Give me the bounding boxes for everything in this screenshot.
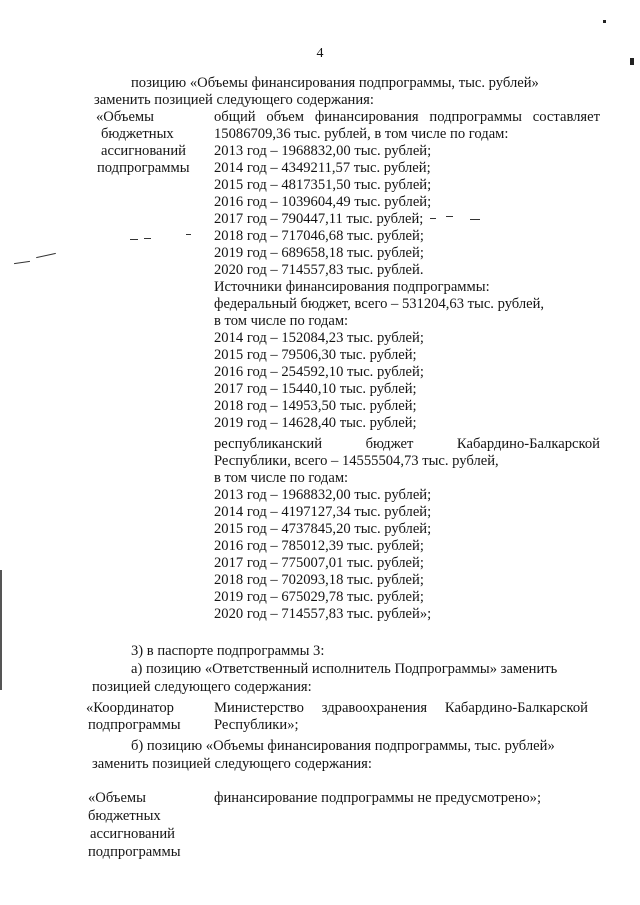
scan-dash xyxy=(36,253,56,258)
word: объем xyxy=(266,109,305,125)
scan-dash xyxy=(130,239,138,240)
block1-line: 2019 год – 675029,78 тыс. рублей; xyxy=(214,589,424,605)
coordinator-value-line-1 xyxy=(214,700,588,717)
block1-line: 15086709,36 тыс. рублей, в том числе по годам: xyxy=(214,126,509,142)
block1-line: 2014 год – 152084,23 тыс. рублей; xyxy=(214,330,424,346)
block1-label-1: «Объемы xyxy=(96,109,154,125)
block1-label-3: ассигнований xyxy=(101,143,186,159)
block1-line: 2014 год – 4349211,57 тыс. рублей; xyxy=(214,160,431,176)
block1-line: 2013 год – 1968832,00 тыс. рублей; xyxy=(214,487,432,503)
scan-dash xyxy=(430,218,436,219)
block1-line: 2016 год – 785012,39 тыс. рублей; xyxy=(214,538,424,554)
word: финансирования xyxy=(314,109,419,125)
intro-line-1: позицию «Объемы финансирования подпрограммы, тыс. рублей» xyxy=(131,75,539,91)
scan-dash xyxy=(144,238,151,239)
block1-line: 2020 год – 714557,83 тыс. рублей. xyxy=(214,262,424,278)
block1-line: 2015 год – 4817351,50 тыс. рублей; xyxy=(214,177,432,193)
word: бюджет xyxy=(365,436,414,452)
block1-line: 2018 год – 717046,68 тыс. рублей; xyxy=(214,228,424,244)
last-label-3: ассигнований xyxy=(90,826,175,842)
block1-line: 2017 год – 790447,11 тыс. рублей; xyxy=(214,211,424,227)
block1-line: в том числе по годам: xyxy=(214,313,349,329)
block1-line: 2013 год – 1968832,00 тыс. рублей; xyxy=(214,143,432,159)
section3-b-line-2: заменить позицией следующего содержания: xyxy=(92,756,372,772)
block1-line: Источники финансирования подпрограммы: xyxy=(214,279,490,295)
scan-mark-left-edge xyxy=(0,570,2,690)
scan-dash xyxy=(14,261,30,264)
section3-a-line-2: позицией следующего содержания: xyxy=(92,679,312,695)
coordinator-value-line-2: Республики»; xyxy=(214,717,299,733)
block1-line: 2019 год – 14628,40 тыс. рублей; xyxy=(214,415,417,431)
block1-line: Республики, всего – 14555504,73 тыс. рублей, xyxy=(214,453,499,469)
block1-first-line xyxy=(214,109,600,126)
block1-line: 2020 год – 714557,83 тыс. рублей»; xyxy=(214,606,432,622)
block1-line: 2019 год – 689658,18 тыс. рублей; xyxy=(214,245,424,261)
intro-line-2: заменить позицией следующего содержания: xyxy=(94,92,374,108)
section3-heading: 3) в паспорте подпрограммы 3: xyxy=(131,643,325,659)
block1-line: 2017 год – 775007,01 тыс. рублей; xyxy=(214,555,424,571)
last-value: финансирование подпрограммы не предусмотрено»; xyxy=(214,790,542,806)
block1-republic-line xyxy=(214,436,600,453)
page-number: 4 xyxy=(316,46,324,61)
scan-mark-top-right xyxy=(603,20,606,23)
word: Кабардино-Балкарской xyxy=(444,700,588,716)
block1-line: 2015 год – 79506,30 тыс. рублей; xyxy=(214,347,417,363)
section3-a-line-1: а) позицию «Ответственный исполнитель Подпрограммы» заменить xyxy=(131,661,558,677)
block1-line: в том числе по годам: xyxy=(214,470,349,486)
block1-line: 2015 год – 4737845,20 тыс. рублей; xyxy=(214,521,432,537)
scan-dash xyxy=(470,219,480,220)
word: подпрограммы xyxy=(429,109,522,125)
block1-label-2: бюджетных xyxy=(101,126,174,142)
block1-line: федеральный бюджет, всего – 531204,63 тыс. рублей, xyxy=(214,296,545,312)
block1-line: 2016 год – 254592,10 тыс. рублей; xyxy=(214,364,424,380)
word: Министерство xyxy=(214,700,304,716)
block1-label-4: подпрограммы xyxy=(97,160,190,176)
word: Кабардино-Балкарской xyxy=(456,436,600,452)
block1-line: 2018 год – 702093,18 тыс. рублей; xyxy=(214,572,424,588)
scan-dash xyxy=(186,234,191,235)
word: составляет xyxy=(532,109,600,125)
block1-line: 2017 год – 15440,10 тыс. рублей; xyxy=(214,381,417,397)
scan-dash xyxy=(446,216,453,217)
block1-line: 2014 год – 4197127,34 тыс. рублей; xyxy=(214,504,432,520)
block1-line: 2018 год – 14953,50 тыс. рублей; xyxy=(214,398,417,414)
coordinator-label-1: «Координатор xyxy=(86,700,174,716)
block1-line: 2016 год – 1039604,49 тыс. рублей; xyxy=(214,194,432,210)
section3-b-line-1: б) позицию «Объемы финансирования подпрограммы, тыс. рублей» xyxy=(131,738,555,754)
word: здравоохранения xyxy=(321,700,428,716)
word: общий xyxy=(214,109,256,125)
last-label-2: бюджетных xyxy=(88,808,161,824)
coordinator-label-2: подпрограммы xyxy=(88,717,181,733)
last-label-1: «Объемы xyxy=(88,790,146,806)
last-label-4: подпрограммы xyxy=(88,844,181,860)
word: республиканский xyxy=(214,436,323,452)
